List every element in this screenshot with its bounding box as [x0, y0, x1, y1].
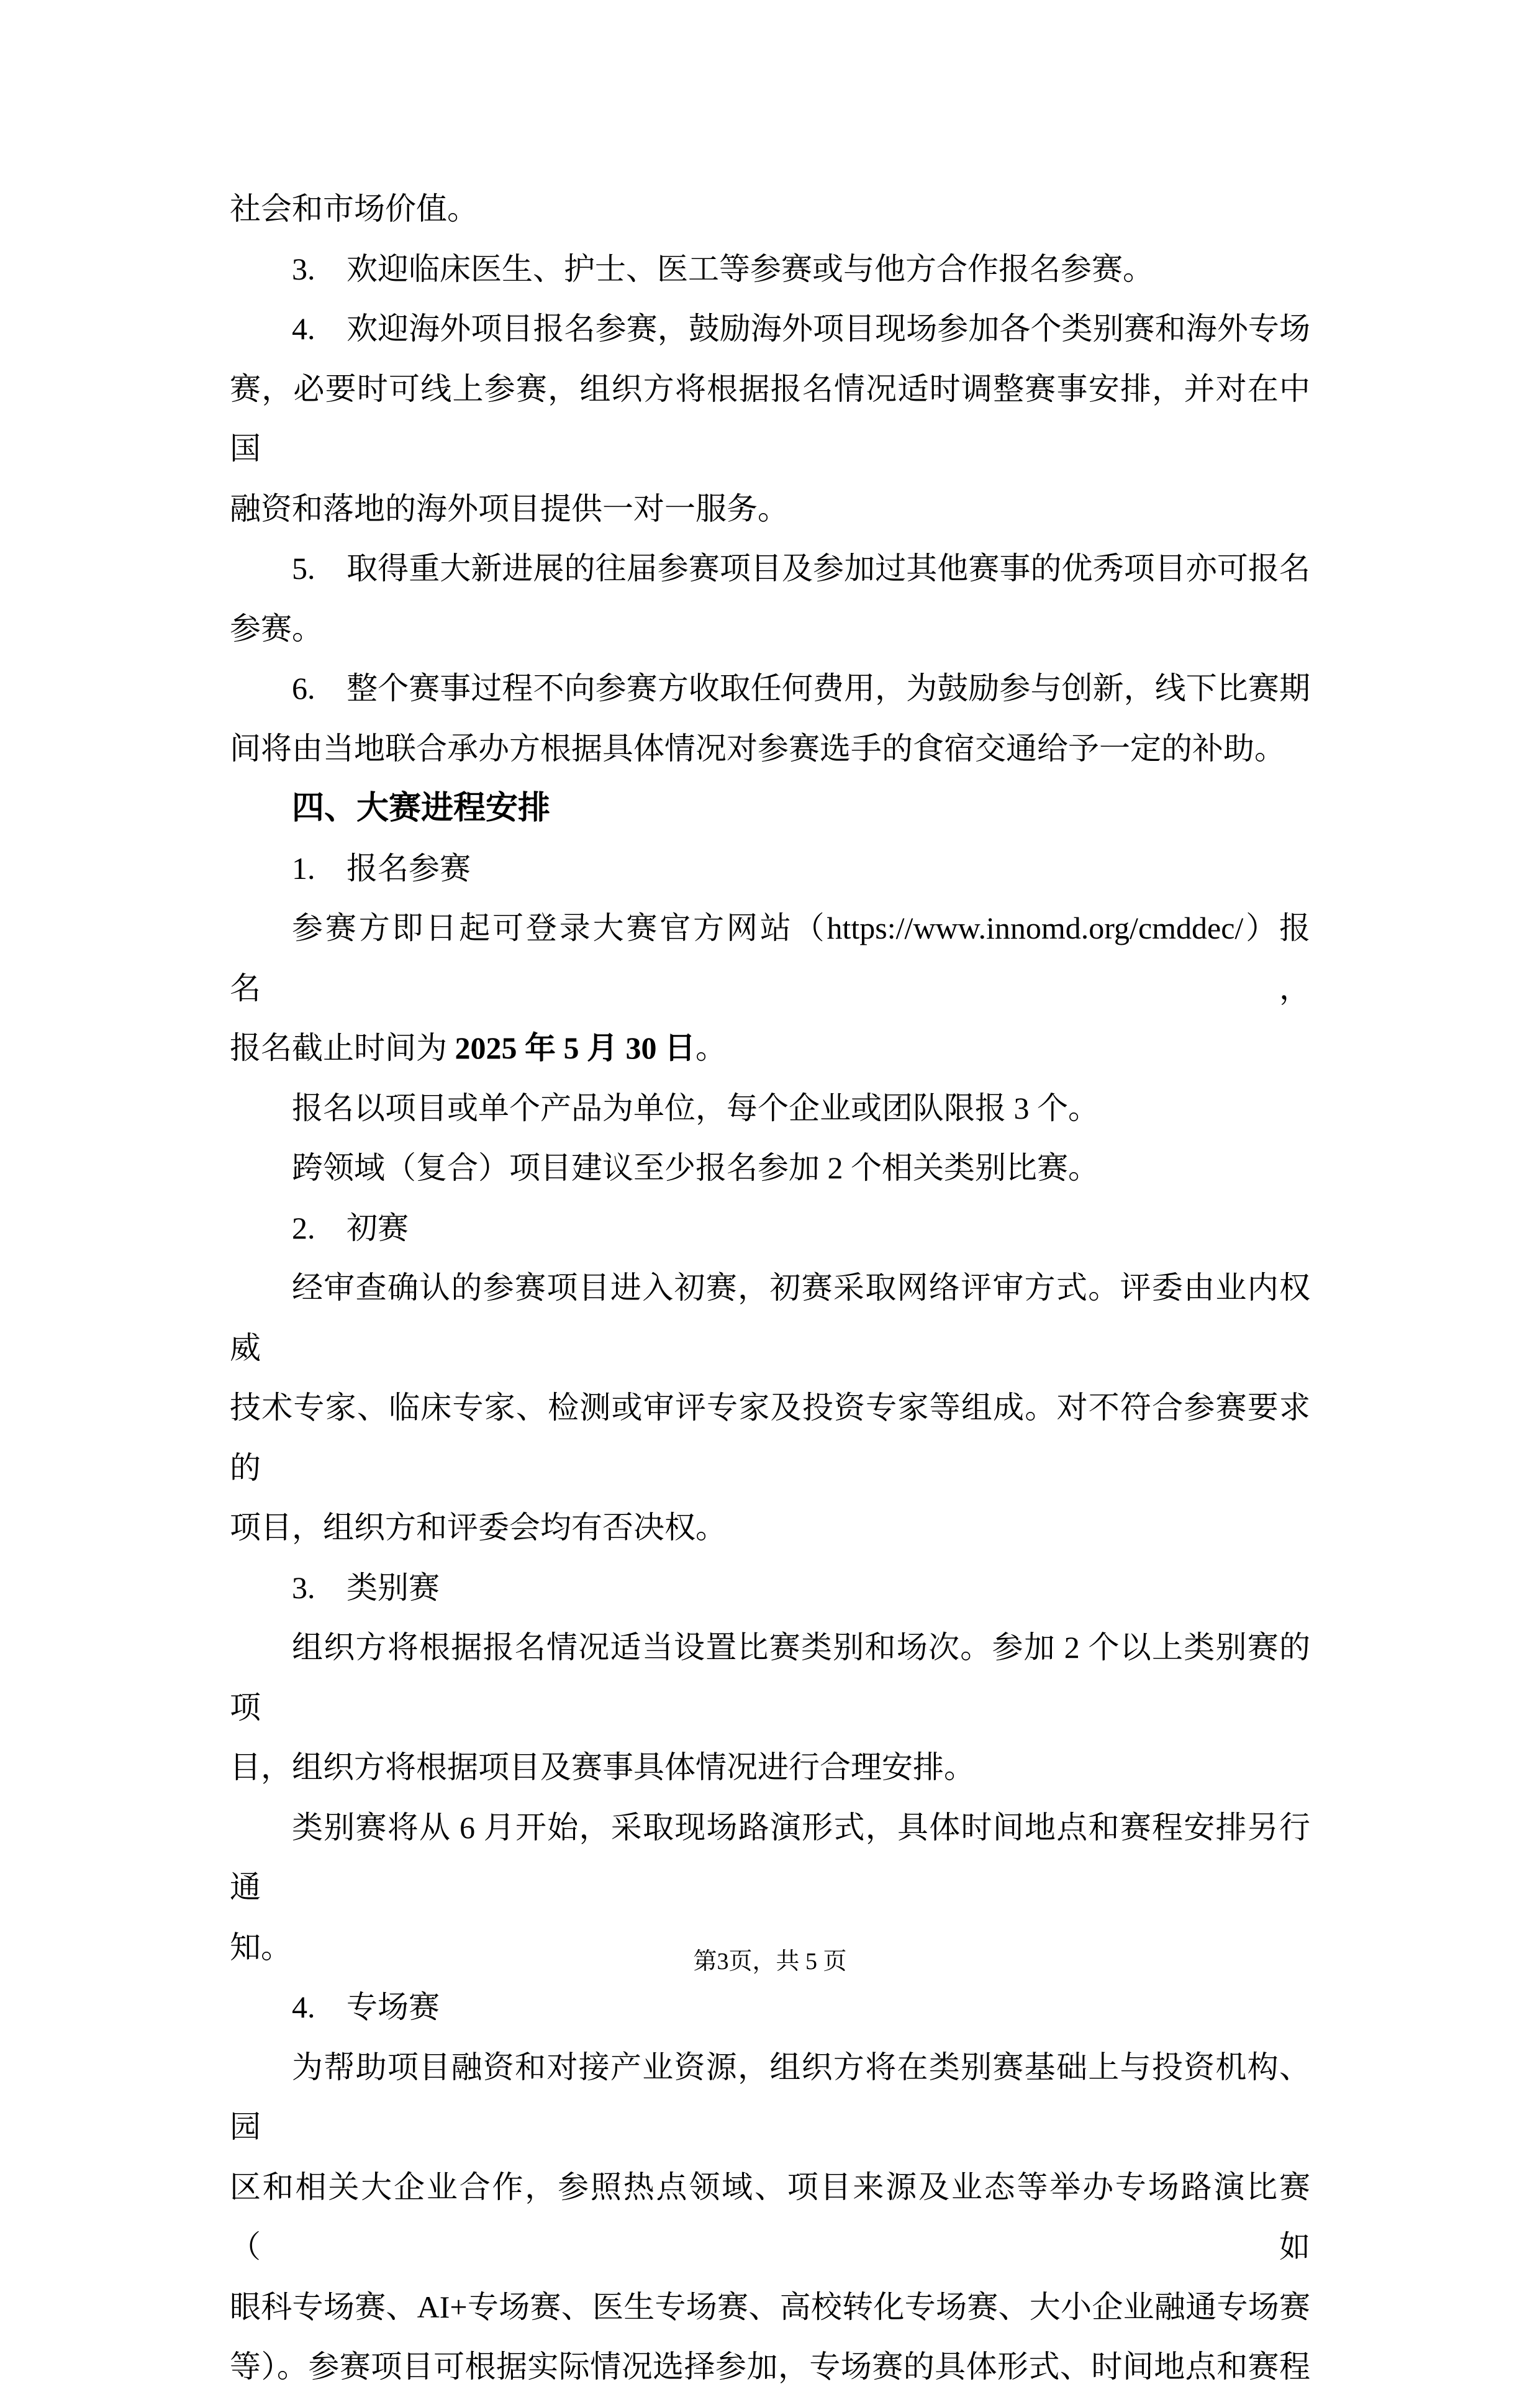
text-line	[230, 1378, 1310, 1498]
list-number: 4.	[292, 311, 315, 346]
list-number: 6.	[292, 671, 315, 706]
text-segment: 报名参赛	[346, 850, 471, 886]
text-segment: 参赛。	[230, 611, 323, 646]
text-segment: 参赛方即日起可登录大赛官方网站（https://www.innomd.org/cmddec/）报名，	[230, 911, 1310, 1006]
text-segment: 报名以项目或单个产品为单位，每个企业或团队限报 3 个。	[292, 1090, 1099, 1126]
text-segment: 整个赛事过程不向参赛方收取任何费用，为鼓励参与创新，线下比赛期	[346, 671, 1310, 706]
text-segment: 类别赛将从 6 月开始，采取现场路演形式，具体时间地点和赛程安排另行通	[230, 1809, 1310, 1904]
text-segment: 间将由当地联合承办方根据具体情况对参赛选手的食宿交通给予一定的补助。	[230, 730, 1285, 766]
text-segment: 取得重大新进展的往届参赛项目及参加过其他赛事的优秀项目亦可报名	[346, 551, 1310, 586]
text-line	[230, 1138, 1310, 1198]
section-heading	[230, 778, 1310, 839]
text-segment: 眼科专场赛、AI+专场赛、医生专场赛、高校转化专场赛、大小企业融通专场赛	[230, 2289, 1310, 2324]
text-line	[230, 658, 1310, 719]
text-line	[230, 1617, 1310, 1737]
text-segment: 目，组织方将根据项目及赛事具体情况进行合理安排。	[230, 1750, 975, 1785]
text-line	[230, 1558, 1310, 1618]
text-line	[230, 2037, 1310, 2157]
list-number: 4.	[292, 1990, 315, 2024]
list-number: 2.	[292, 1210, 315, 1245]
text-line	[230, 1018, 1310, 1078]
text-line	[230, 239, 1310, 299]
text-line	[230, 898, 1310, 1018]
text-line	[230, 1737, 1310, 1798]
text-segment: 报名截止时间为	[230, 1030, 455, 1065]
text-line	[230, 299, 1310, 359]
text-segment: 知。	[230, 1929, 292, 1965]
text-segment: 为帮助项目融资和对接产业资源，组织方将在类别赛基础上与投资机构、园	[230, 2049, 1310, 2144]
text-segment: 区和相关大企业合作，参照热点领域、项目来源及业态等举办专场路演比赛（如	[230, 2169, 1310, 2264]
text-segment: 。	[695, 1030, 727, 1065]
text-segment: 等）。参赛项目可根据实际情况选择参加，专场赛的具体形式、时间地点和赛程	[230, 2349, 1310, 2384]
text-segment: 融资和落地的海外项目提供一对一服务。	[230, 491, 789, 526]
list-number: 5.	[292, 551, 315, 586]
text-segment: 跨领域（复合）项目建议至少报名参加 2 个相关类别比赛。	[292, 1150, 1099, 1185]
text-line	[230, 839, 1310, 899]
text-segment: 欢迎临床医生、护士、医工等参赛或与他方合作报名参赛。	[346, 251, 1154, 286]
text-segment: 四、大赛进程安排	[292, 790, 551, 826]
text-line	[230, 1078, 1310, 1139]
text-line	[230, 2337, 1310, 2397]
text-line	[230, 1198, 1310, 1258]
text-line	[230, 2277, 1310, 2337]
text-line	[230, 179, 1310, 239]
text-line	[230, 1977, 1310, 2037]
list-number: 3.	[292, 1570, 315, 1605]
text-segment: 2025 年 5 月 30 日	[455, 1030, 695, 1065]
list-number: 1.	[292, 850, 315, 886]
text-line	[230, 359, 1310, 479]
text-segment: 欢迎海外项目报名参赛，鼓励海外项目现场参加各个类别赛和海外专场	[346, 311, 1310, 346]
text-segment: 项目，组织方和评委会均有否决权。	[230, 1510, 727, 1545]
list-number: 3.	[292, 251, 315, 286]
text-segment: 初赛	[346, 1210, 409, 1245]
text-line	[230, 1498, 1310, 1558]
text-line	[230, 719, 1310, 779]
document-body	[230, 179, 1310, 2397]
text-line	[230, 599, 1310, 659]
page-footer: 第3页，共 5 页	[693, 1949, 847, 1975]
text-line	[230, 2157, 1310, 2277]
text-line	[230, 1798, 1310, 1917]
text-line	[230, 479, 1310, 539]
text-segment: 经审查确认的参赛项目进入初赛，初赛采取网络评审方式。评委由业内权威	[230, 1270, 1310, 1365]
text-segment: 专场赛	[346, 1990, 440, 2024]
text-segment: 技术专家、临床专家、检测或审评专家及投资专家等组成。对不符合参赛要求的	[230, 1390, 1310, 1485]
text-line	[230, 539, 1310, 599]
text-segment: 类别赛	[346, 1570, 440, 1605]
text-line	[230, 1258, 1310, 1378]
text-segment: 组织方将根据报名情况适当设置比赛类别和场次。参加 2 个以上类别赛的项	[230, 1630, 1310, 1725]
text-segment: 赛，必要时可线上参赛，组织方将根据报名情况适时调整赛事安排，并对在中国	[230, 371, 1310, 466]
text-segment: 社会和市场价值。	[230, 191, 478, 226]
